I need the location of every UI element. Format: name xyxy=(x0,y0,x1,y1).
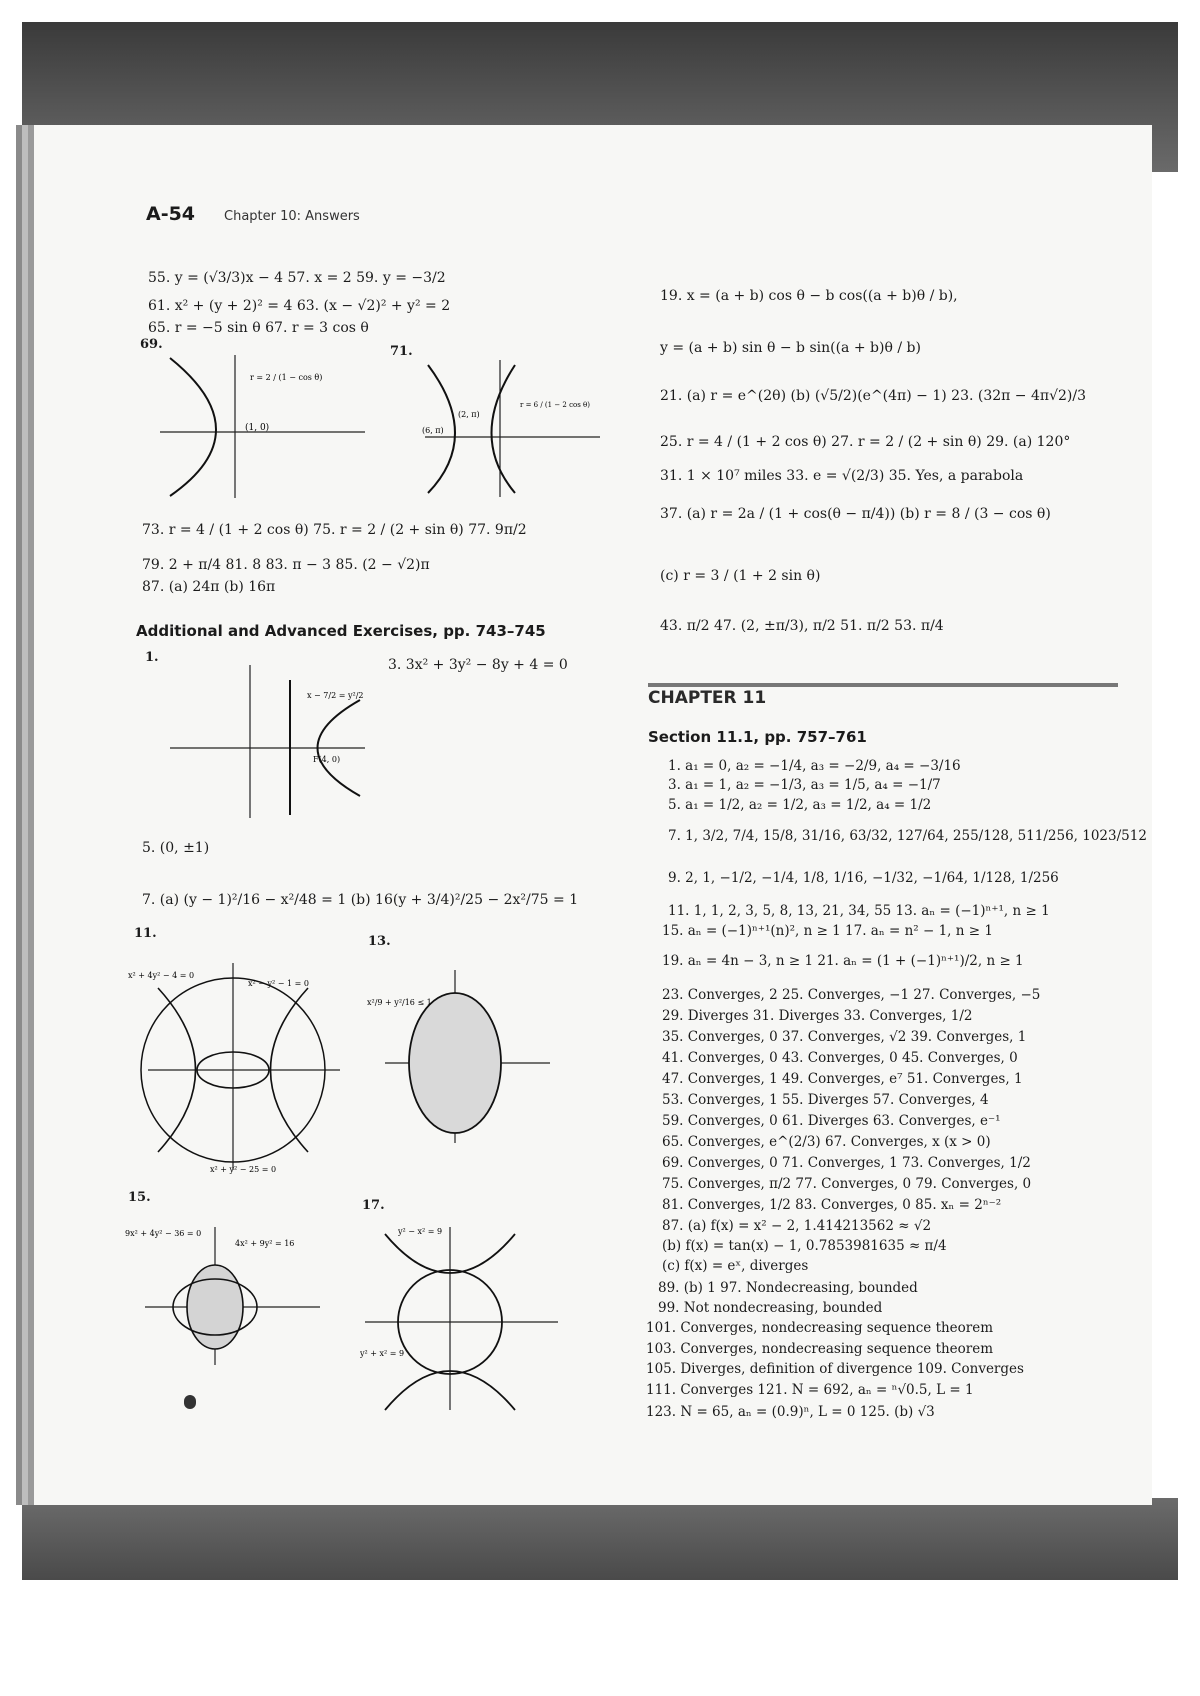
answer-line: 59. Converges, 0 61. Diverges 63. Converges, e⁻¹ xyxy=(662,1113,1001,1129)
answer-line: 15. aₙ = (−1)ⁿ⁺¹(n)², n ≥ 1 17. aₙ = n² − 1, n ≥ 1 xyxy=(662,923,993,939)
point-label: (1, 0) xyxy=(245,423,270,433)
answer-line: 37. (a) r = 2a / (1 + cos(θ − π/4)) (b) r = 8 / (3 − cos θ) xyxy=(660,506,1051,522)
point-label: (6, π) xyxy=(422,426,444,435)
curve-equation: x² + 4y² − 4 = 0 xyxy=(128,971,195,980)
answer-line: 75. Converges, π/2 77. Converges, 0 79. Converges, 0 xyxy=(662,1176,1032,1192)
answer-line: 101. Converges, nondecreasing sequence theorem xyxy=(646,1320,994,1336)
answer-line: 19. x = (a + b) cos θ − b cos((a + b)θ / b), xyxy=(660,288,958,304)
graph-hyperbola-circle-17 xyxy=(360,1222,560,1412)
chapter-rule xyxy=(648,683,1118,687)
curve-equation: x² + y² − 25 = 0 xyxy=(210,1165,277,1174)
point-label: (2, π) xyxy=(458,410,480,419)
answer-line: y = (a + b) sin θ − b sin((a + b)θ / b) xyxy=(660,340,921,356)
problem-number: 11. xyxy=(134,926,157,941)
answer-line: 5. (0, ±1) xyxy=(142,840,210,856)
graph-conics-11 xyxy=(128,958,348,1178)
problem-number: 15. xyxy=(128,1190,151,1205)
answer-line: 3. a₁ = 1, a₂ = −1/3, a₃ = 1/5, a₄ = −1/7 xyxy=(668,777,941,793)
answer-line: 23. Converges, 2 25. Converges, −1 27. Converges, −5 xyxy=(662,987,1041,1003)
hyperbola-right-branch xyxy=(492,365,516,493)
problem-number: 71. xyxy=(390,344,413,359)
answer-line: 61. x² + (y + 2)² = 4 63. (x − √2)² + y² = 2 xyxy=(148,298,451,314)
answer-line: 111. Converges 121. N = 692, aₙ = ⁿ√0.5, L = 1 xyxy=(646,1382,974,1398)
answer-line: 35. Converges, 0 37. Converges, √2 39. Converges, 1 xyxy=(662,1029,1027,1045)
scan-dark-band-bottom xyxy=(22,1498,1178,1580)
graph-ellipse-13 xyxy=(365,965,555,1145)
answer-line: 31. 1 × 10⁷ miles 33. e = √(2/3) 35. Yes, a parabola xyxy=(660,468,1024,484)
answer-line: 73. r = 4 / (1 + 2 cos θ) 75. r = 2 / (2 + sin θ) 77. 9π/2 xyxy=(142,522,527,538)
problem-number: 1. xyxy=(145,650,159,665)
problem-number: 13. xyxy=(368,934,391,949)
answer-line: 65. r = −5 sin θ 67. r = 3 cos θ xyxy=(148,320,369,336)
ink-smudge xyxy=(184,1395,196,1409)
point-label: F(4, 0) xyxy=(313,755,341,764)
answer-line: 5. a₁ = 1/2, a₂ = 1/2, a₃ = 1/2, a₄ = 1/2 xyxy=(668,797,932,813)
answer-line: 55. y = (√3/3)x − 4 57. x = 2 59. y = −3/2 xyxy=(148,270,446,286)
ellipse-vertical xyxy=(187,1265,243,1349)
problem-number: 69. xyxy=(140,337,163,352)
answer-line: 89. (b) 1 97. Nondecreasing, bounded xyxy=(658,1280,918,1296)
answer-line: 105. Diverges, definition of divergence 109. Converges xyxy=(646,1361,1024,1377)
curve-equation: x²/9 + y²/16 ≤ 1 xyxy=(367,998,432,1007)
answer-line: 43. π/2 47. (2, ±π/3), π/2 51. π/2 53. π/4 xyxy=(660,618,944,634)
answer-line: (c) r = 3 / (1 + 2 sin θ) xyxy=(660,568,821,584)
answer-line: 7. 1, 3/2, 7/4, 15/8, 31/16, 63/32, 127/64, 255/128, 511/256, 1023/512 xyxy=(668,828,1147,844)
answer-line: 21. (a) r = e^(2θ) (b) (√5/2)(e^(4π) − 1) 23. (32π − 4π√2)/3 xyxy=(660,388,1087,404)
answer-line: 29. Diverges 31. Diverges 33. Converges, 1/2 xyxy=(662,1008,973,1024)
answer-line: 99. Not nondecreasing, bounded xyxy=(658,1300,883,1316)
answer-line: 81. Converges, 1/2 83. Converges, 0 85. xₙ = 2ⁿ⁻² xyxy=(662,1197,1002,1213)
graph-parabola-1 xyxy=(165,660,370,820)
answer-line: (c) f(x) = eˣ, diverges xyxy=(662,1258,809,1274)
answer-line: 123. N = 65, aₙ = (0.9)ⁿ, L = 0 125. (b) √3 xyxy=(646,1404,935,1420)
answer-line: 87. (a) f(x) = x² − 2, 1.414213562 ≈ √2 xyxy=(662,1218,932,1234)
curve-equation: 4x² + 9y² = 16 xyxy=(235,1239,295,1248)
curve-equation: r = 2 / (1 − cos θ) xyxy=(250,373,323,382)
answer-line: 69. Converges, 0 71. Converges, 1 73. Converges, 1/2 xyxy=(662,1155,1031,1171)
graph-hyperbola-71 xyxy=(420,355,605,500)
answer-line: 25. r = 4 / (1 + 2 cos θ) 27. r = 2 / (2 + sin θ) 29. (a) 120° xyxy=(660,434,1071,450)
problem-number: 17. xyxy=(362,1198,385,1213)
answer-line: 103. Converges, nondecreasing sequence theorem xyxy=(646,1341,994,1357)
curve-equation: r = 6 / (1 − 2 cos θ) xyxy=(520,401,590,409)
page-number: A-54 xyxy=(146,203,196,225)
answer-line: 7. (a) (y − 1)²/16 − x²/48 = 1 (b) 16(y + 3/4)²/25 − 2x²/75 = 1 xyxy=(142,892,579,908)
curve-equation: x − 7/2 = y²/2 xyxy=(307,691,364,700)
answer-line: 19. aₙ = 4n − 3, n ≥ 1 21. aₙ = (1 + (−1)ⁿ⁺¹)/2, n ≥ 1 xyxy=(662,953,1024,969)
chapter-heading: CHAPTER 11 xyxy=(648,688,767,708)
answer-line: (b) f(x) = tan(x) − 1, 0.7853981635 ≈ π/4 xyxy=(662,1238,947,1254)
answer-line: 65. Converges, e^(2/3) 67. Converges, x (x > 0) xyxy=(662,1134,991,1150)
graph-ellipses-15 xyxy=(125,1222,325,1367)
section-heading: Section 11.1, pp. 757–761 xyxy=(648,728,867,746)
section-heading: Additional and Advanced Exercises, pp. 743–745 xyxy=(136,622,546,640)
curve-equation: x² − y² − 1 = 0 xyxy=(248,979,309,988)
answer-line: 79. 2 + π/4 81. 8 83. π − 3 85. (2 − √2)π xyxy=(142,557,430,573)
ellipse-region xyxy=(409,993,501,1133)
curve-equation: y² + x² = 9 xyxy=(360,1349,405,1358)
answer-line: 41. Converges, 0 43. Converges, 0 45. Converges, 0 xyxy=(662,1050,1018,1066)
answer-line: 9. 2, 1, −1/2, −1/4, 1/8, 1/16, −1/32, −1/64, 1/128, 1/256 xyxy=(668,870,1059,886)
answer-line: 47. Converges, 1 49. Converges, e⁷ 51. Converges, 1 xyxy=(662,1071,1023,1087)
answer-line: 53. Converges, 1 55. Diverges 57. Converges, 4 xyxy=(662,1092,989,1108)
answer-line: 3. 3x² + 3y² − 8y + 4 = 0 xyxy=(388,657,568,673)
answer-line: 87. (a) 24π (b) 16π xyxy=(142,579,276,595)
running-header: Chapter 10: Answers xyxy=(224,209,360,224)
curve-equation: 9x² + 4y² − 36 = 0 xyxy=(125,1229,202,1238)
curve-equation: y² − x² = 9 xyxy=(398,1227,443,1236)
parabola-curve xyxy=(170,358,216,496)
graph-parabola-69 xyxy=(150,350,375,500)
answer-line: 11. 1, 1, 2, 3, 5, 8, 13, 21, 34, 55 13. aₙ = (−1)ⁿ⁺¹, n ≥ 1 xyxy=(668,903,1050,919)
answer-line: 1. a₁ = 0, a₂ = −1/4, a₃ = −2/9, a₄ = −3/16 xyxy=(668,758,961,774)
